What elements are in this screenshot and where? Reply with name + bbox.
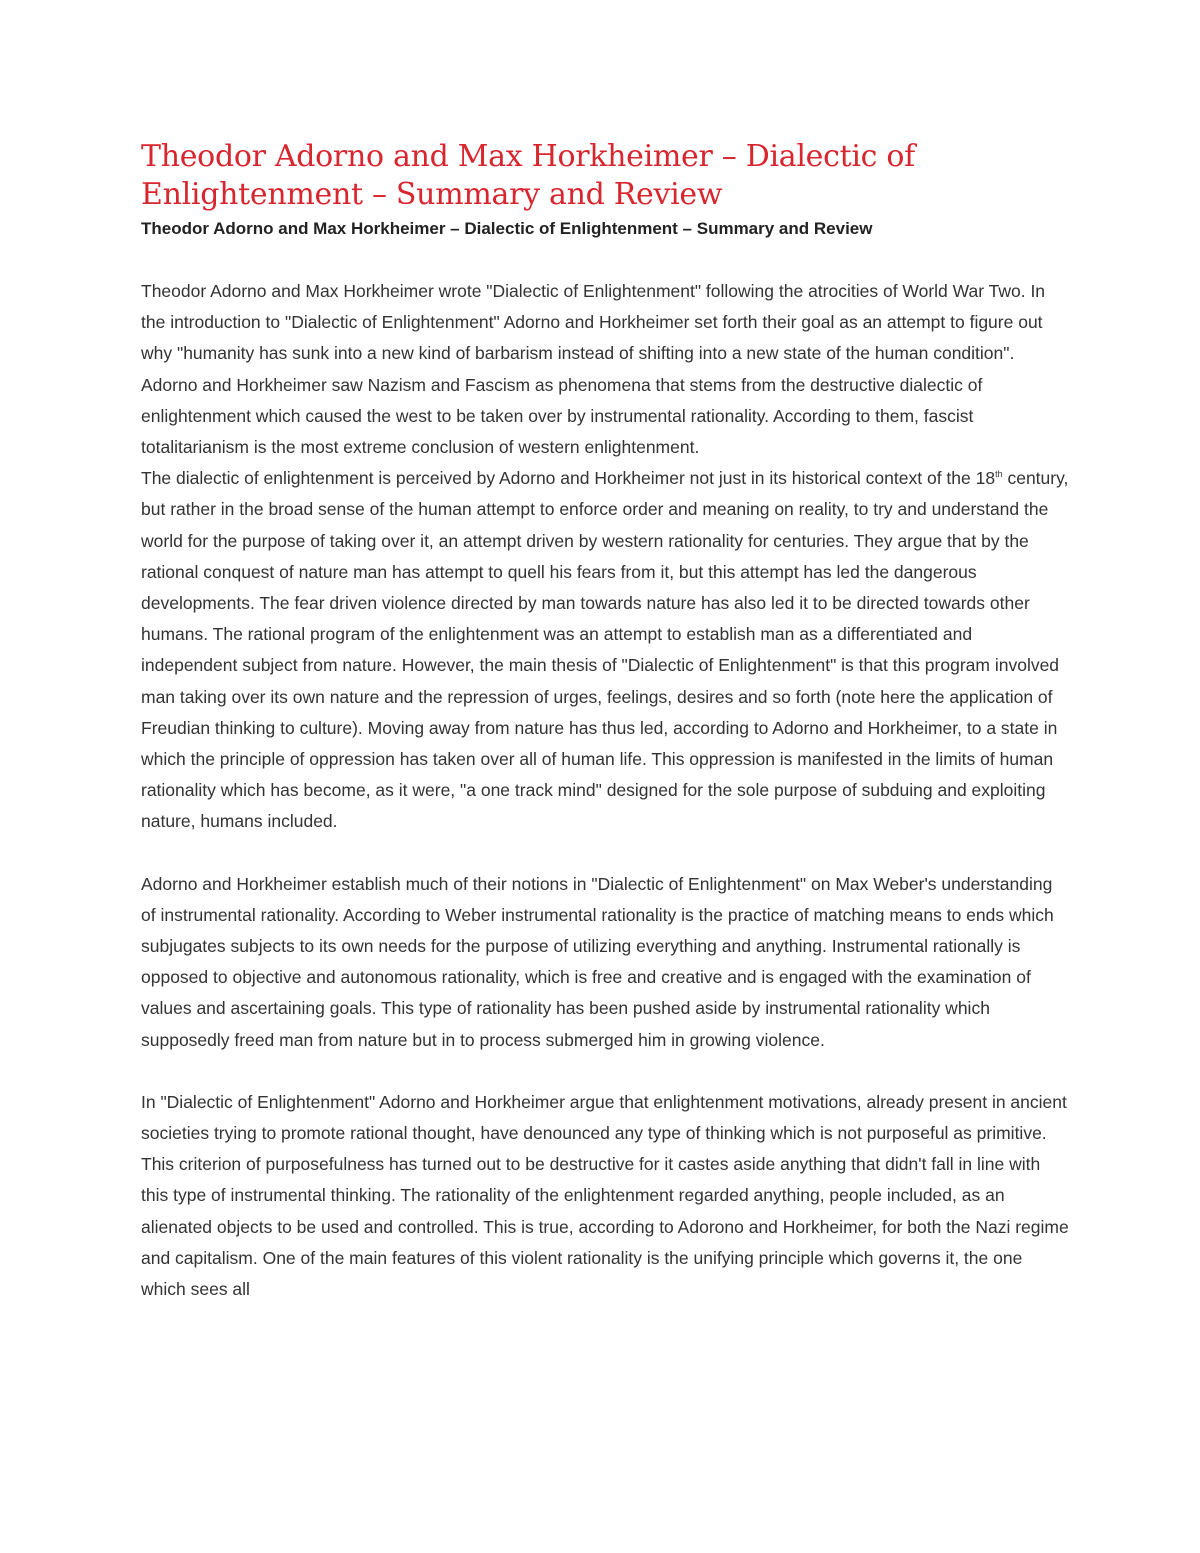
document-subtitle: Theodor Adorno and Max Horkheimer – Dialectic of Enlightenment – Summary and Review (141, 219, 873, 238)
paragraph-dialectic (141, 463, 1071, 837)
document-content (141, 138, 1071, 1305)
paragraph-dialectic-start: The dialectic of enlightenment is perceived by Adorno and Horkheimer not just in its historical context of the 18 (141, 468, 996, 489)
paragraph-intro: Theodor Adorno and Max Horkheimer wrote "Dialectic of Enlightenment" following the atrocities of World War Two. In the introduction to "Dialectic of Enlightenment" Adorno and Horkheimer set forth their goal as an attempt to figure out why "humanity has sunk into a new kind of barbarism instead of shifting into a new state of the human condition". Adorno and Horkheimer saw Nazism and Fascism as phenomena that stems from the destructive dialectic of enlightenment which caused the west to be taken over by instrumental rationality. According to them, fascist totalitarianism is the most extreme conclusion of western enlightenment. (141, 281, 1046, 458)
document-title: Theodor Adorno and Max Horkheimer – Dialectic of Enlightenment – Summary and Review (141, 139, 915, 212)
paragraph-weber: Adorno and Horkheimer establish much of their notions in "Dialectic of Enlightenment" on Max Weber's understanding of instrumental rationality. According to Weber instrumental rationality is the practice of matching means to ends which subjugates subjects to its own needs for the purpose of utilizing everything and anything. Instrumental rationally is opposed to objective and autonomous rationality, which is free and creative and is engaged with the examination of values and ascertaining goals. This type of rationality has been pushed aside by instrumental rationality which supposedly freed man from nature but in to process submerged him in growing violence. (141, 873, 1054, 1050)
paragraph-dialectic-rest: century, but rather in the broad sense of the human attempt to enforce order and meaning on reality, to try and understand the world for the purpose of taking over it, an attempt driven by western rationality for centuries. They argue that by the rational conquest of nature man has attempt to quell his fears from it, but this attempt has led the dangerous developments. The fear driven violence directed by man towards nature has also led it to be directed towards other humans. The rational program of the enlightenment was an attempt to establish man as a differentiated and independent subject from nature. However, the main thesis of "Dialectic of Enlightenment" is that this program involved man taking over its own nature and the repression of urges, feelings, desires and so forth (note here the application of Freudian thinking to culture). Moving away from nature has thus led, according to Adorno and Horkheimer, to a state in which the principle of oppression has taken over all of human life. This oppression is manifested in the limits of human rationality which has become, as it were, "a one track mind" designed for the sole purpose of subduing and exploiting nature, humans included. (141, 468, 1069, 832)
paragraph-purposefulness: In "Dialectic of Enlightenment" Adorno and Horkheimer argue that enlightenment motivations, already present in ancient societies trying to promote rational thought, have denounced any type of thinking which is not purposeful as primitive. This criterion of purposefulness has turned out to be destructive for it castes aside anything that didn't fall in line with this type of instrumental thinking. The rationality of the enlightenment regarded anything, people included, as an alienated objects to be used and controlled. This is true, according to Adorono and Horkheimer, for both the Nazi regime and capitalism. One of the main features of this violent rationality is the unifying principle which governs it, the one which sees all (141, 1091, 1069, 1300)
ordinal-superscript: th (995, 469, 1003, 480)
